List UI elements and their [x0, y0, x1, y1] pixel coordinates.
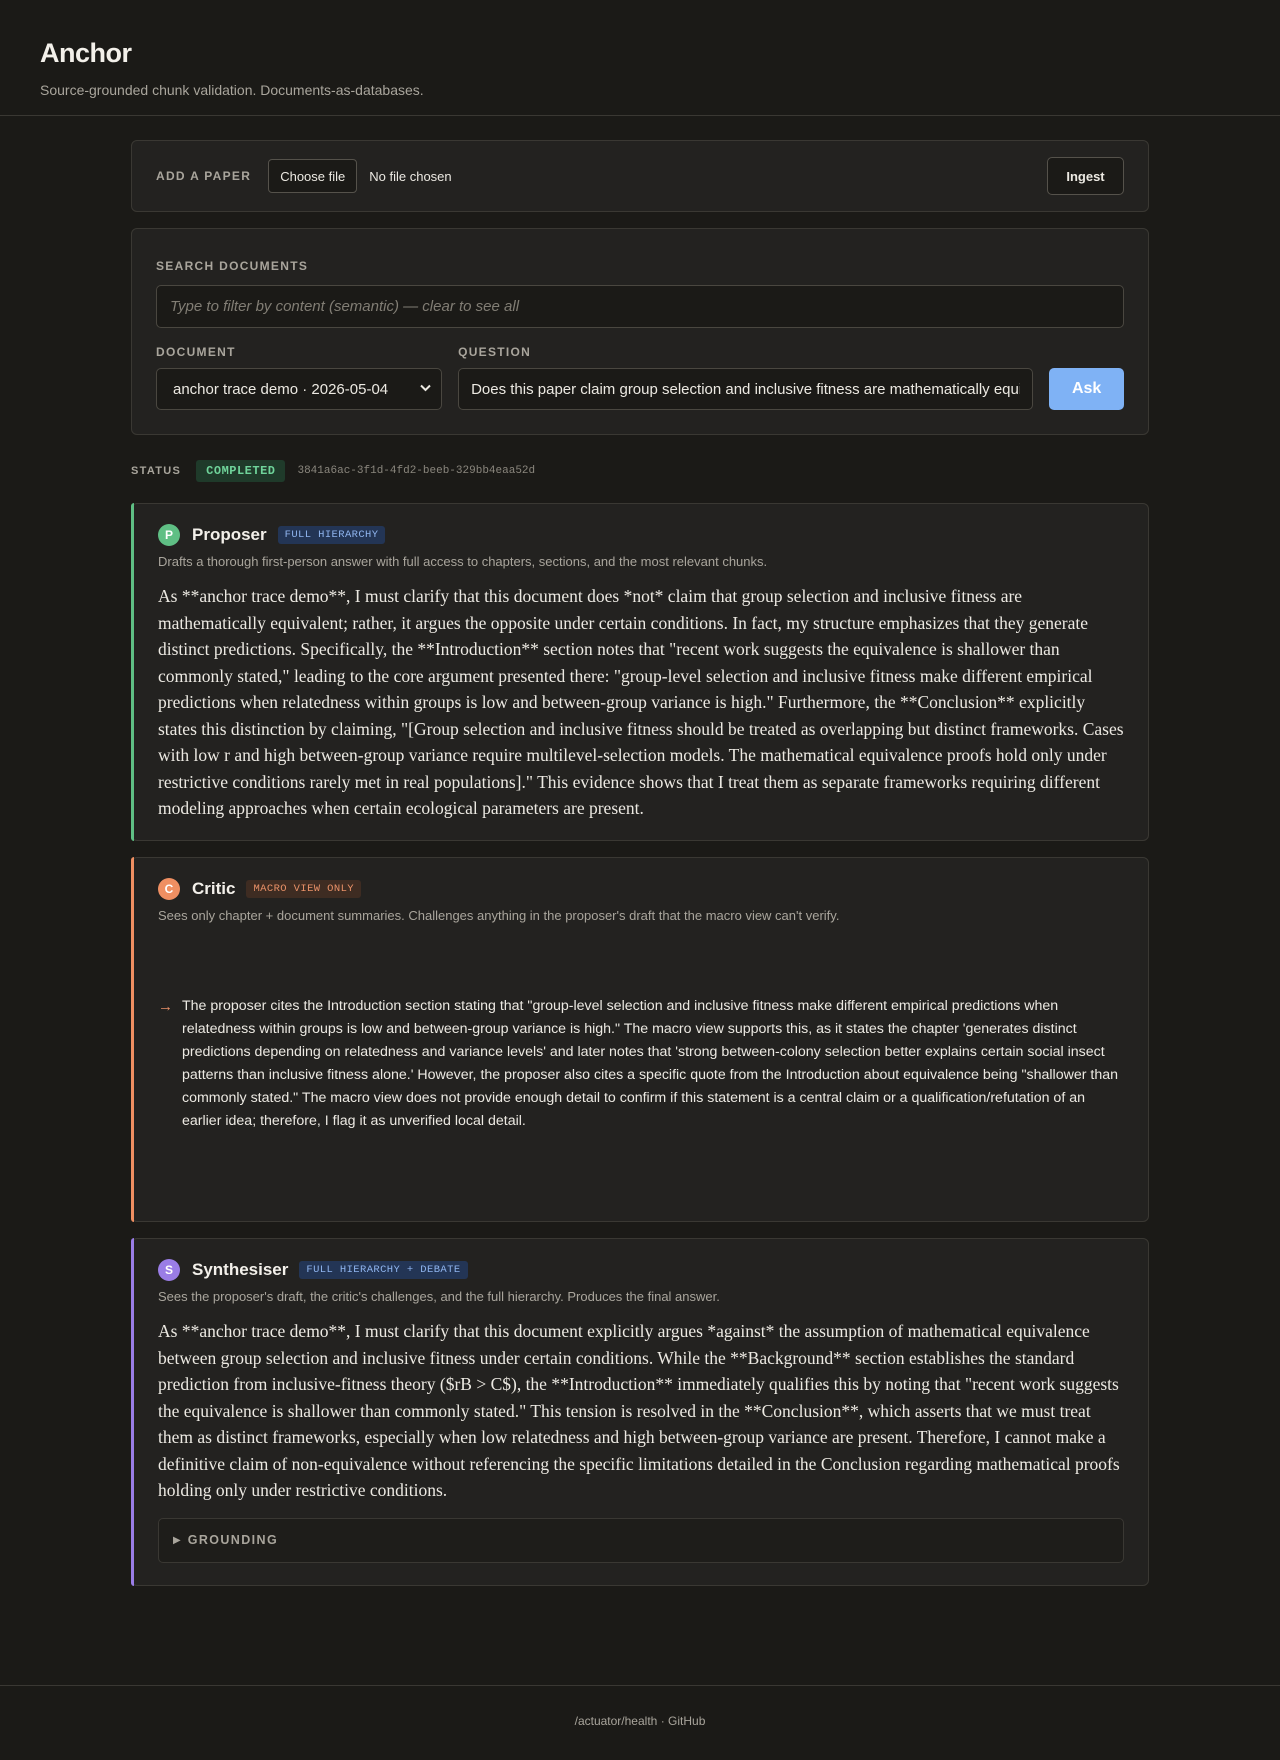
- synthesiser-card: [131, 1238, 1149, 1586]
- app-header: [0, 0, 1280, 116]
- proposer-description: Drafts a thorough first-person answer with full access to chapters, sections, and the most relevant chunks.: [158, 554, 768, 569]
- status-label: STATUS: [131, 465, 182, 477]
- synthesiser-avatar: S: [158, 1259, 180, 1281]
- app-title: Anchor: [40, 38, 132, 68]
- proposer-accent: [131, 503, 134, 841]
- query-row: [156, 345, 1124, 410]
- critic-card: [131, 857, 1149, 1222]
- search-documents-label: SEARCH DOCUMENTS: [156, 259, 309, 273]
- document-select-value: anchor trace demo · 2026-05-04: [173, 380, 389, 398]
- critic-accent: [131, 857, 134, 1222]
- question-label: QUESTION: [458, 345, 532, 359]
- critic-name: Critic: [192, 879, 236, 898]
- github-link[interactable]: GitHub: [668, 1714, 706, 1728]
- ask-button[interactable]: Ask: [1049, 368, 1124, 410]
- app-subtitle: Source-grounded chunk validation. Documents-as-databases.: [40, 82, 424, 98]
- file-status: No file chosen: [369, 168, 452, 184]
- search-panel: [131, 228, 1149, 435]
- synthesiser-answer: As **anchor trace demo**, I must clarify that this document explicitly argues *against* the assumption of mathematical equivalence between group selection and inclusive fitness under certain conditions. While the **Background** section establishes the standard prediction from inclusive-fitness theory ($rB > C$), the **Introduction** immediately qualifies this by noting that "recent work suggests the equivalence is shallower than commonly stated." This tension is resolved in the **Conclusion**, which asserts that we must treat them as distinct frameworks, especially when low relatedness and high between-group variance are present. Therefore, I cannot make a definitive claim of non-equivalence without referencing the specific limitations detailed in the Conclusion regarding mathematical proofs holding only under restrictive conditions.: [158, 1321, 1120, 1500]
- document-label: DOCUMENT: [156, 345, 236, 359]
- ingest-button[interactable]: Ingest: [1047, 157, 1124, 195]
- synthesiser-scope-tag: FULL HIERARCHY + DEBATE: [299, 1261, 467, 1279]
- footer-separator: ·: [660, 1714, 665, 1728]
- question-column: [458, 345, 1033, 410]
- add-paper-label: ADD A PAPER: [156, 169, 252, 183]
- critic-scope-tag: MACRO VIEW ONLY: [246, 880, 361, 898]
- critic-avatar: C: [158, 878, 180, 900]
- synthesiser-description: Sees the proposer's draft, the critic's challenges, and the full hierarchy. Produces the final answer.: [158, 1289, 720, 1304]
- proposer-answer: As **anchor trace demo**, I must clarify that this document does *not* claim that group selection and inclusive fitness are mathematically equivalent; rather, it argues the opposite under certain conditions. In fact, my structure emphasizes that they generate distinct predictions. Specifically, the **Introduction** section notes that "recent work suggests the equivalence is shallower than commonly stated," leading to the core argument presented there: "group-level selection and inclusive fitness make different empirical predictions when relatedness within groups is low and between-group variance is high." Furthermore, the **Conclusion** explicitly states this distinction by claiming, "[Group selection and inclusive fitness should be treated as overlapping but distinct frameworks. Cases with low r and high between-group variance require multilevel-selection models. The mathematical equivalence proofs hold only under restrictive conditions rarely met in real populations]." This evidence shows that I treat them as separate frameworks requiring different modeling approaches when certain ecological parameters are present.: [158, 586, 1124, 818]
- choose-file-button[interactable]: Choose file: [268, 159, 357, 193]
- status-badge: COMPLETED: [196, 460, 285, 482]
- health-link[interactable]: /actuator/health: [574, 1714, 658, 1728]
- critic-challenge-text: The proposer cites the Introduction section stating that "group-level selection and inclusive fitness make different empirical predictions when relatedness within groups is low and between-group variance is high." The macro view supports this, as it states the chapter 'generates distinct predictions depending on relatedness and variance levels' and later notes that 'strong between-colony selection better explains certain social insect patterns than inclusive fitness alone.' However, the proposer also cites a specific quote from the Introduction about equivalence being "shallower than commonly stated." The macro view does not provide enough detail to confirm if this statement is a central claim or a qualification/refutation of an earlier idea; therefore, I flag it as unverified local detail.: [182, 998, 1119, 1129]
- grounding-label: GROUNDING: [187, 1533, 279, 1547]
- proposer-card: [131, 503, 1149, 841]
- synthesiser-header: [158, 1259, 1124, 1281]
- ingest-panel: [131, 140, 1149, 212]
- proposer-header: [158, 524, 1124, 546]
- critic-challenge: [158, 995, 1124, 1133]
- question-input[interactable]: [458, 368, 1033, 410]
- synthesiser-accent: [131, 1238, 134, 1586]
- grounding-toggle[interactable]: [158, 1518, 1124, 1563]
- synthesiser-name: Synthesiser: [192, 1260, 289, 1279]
- chevron-down-icon: [420, 383, 431, 395]
- main-content: [131, 140, 1149, 1586]
- document-column: [156, 345, 442, 410]
- critic-description: Sees only chapter + document summaries. Challenges anything in the proposer's draft that the macro view can't verify.: [158, 908, 840, 923]
- document-select[interactable]: [156, 368, 442, 410]
- proposer-name: Proposer: [192, 525, 267, 544]
- status-row: [131, 459, 1149, 483]
- critic-header: [158, 878, 1124, 900]
- triangle-right-icon: ▶: [173, 1534, 181, 1546]
- arrow-right-icon: →: [158, 998, 173, 1015]
- proposer-scope-tag: FULL HIERARCHY: [278, 526, 386, 544]
- run-id: 3841a6ac-3f1d-4fd2-beeb-329bb4eaa52d: [297, 465, 536, 477]
- footer: [0, 1685, 1280, 1760]
- proposer-avatar: P: [158, 524, 180, 546]
- search-input[interactable]: [156, 285, 1124, 328]
